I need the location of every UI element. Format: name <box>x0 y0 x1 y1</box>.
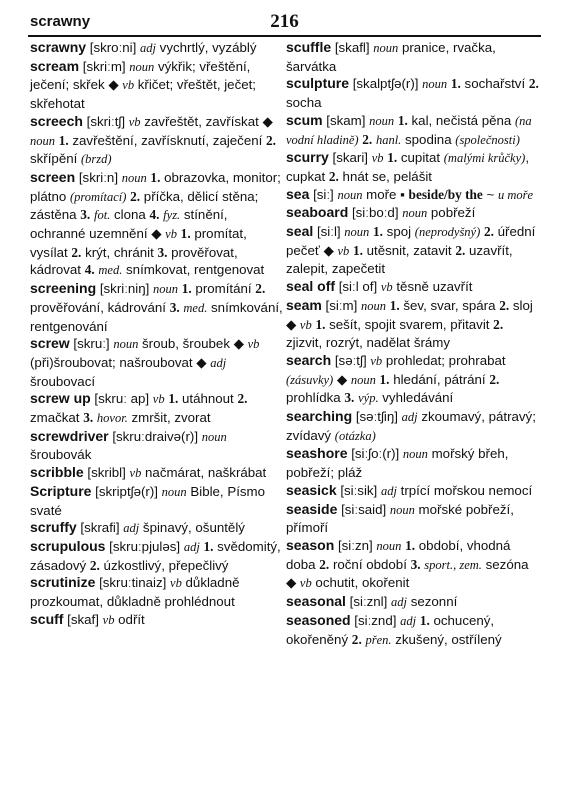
entry-text: [skriːn] <box>78 169 122 185</box>
dictionary-entry <box>286 445 539 481</box>
entry-grammar-label: noun <box>30 133 55 148</box>
entry-grammar-label: noun <box>161 484 187 499</box>
entry-text: roční období <box>329 556 411 572</box>
entry-grammar-label: (promítací) <box>69 189 127 204</box>
entry-grammar-label: noun <box>376 538 402 553</box>
entry-headword: scrutinize <box>30 574 96 591</box>
entry-text: [siː] <box>313 186 338 202</box>
entry-grammar-label: přen. <box>365 632 392 647</box>
entry-sense-number: 2. <box>499 297 510 313</box>
entry-sense-number: 2. <box>455 242 466 258</box>
dictionary-entry <box>286 593 539 612</box>
entry-grammar-label: fot. <box>93 208 111 223</box>
entry-text: [siːzn] <box>337 537 377 553</box>
entry-headword: search <box>286 351 332 368</box>
dictionary-entry <box>286 75 539 111</box>
entry-sense-number: 1. <box>315 316 326 332</box>
entry-text: moře ▪ <box>362 186 409 202</box>
entry-sense-number: 2. <box>493 316 504 332</box>
entry-grammar-label: noun <box>389 502 415 517</box>
entry-text: [skruːtinaiz] <box>99 575 171 591</box>
entry-text: hnát se, pelášit <box>338 168 432 184</box>
entry-sense-number: 3. <box>83 410 94 426</box>
entry-text: , cupkat <box>286 150 530 184</box>
entry-grammar-label: noun <box>350 372 376 387</box>
entry-headword: sculpture <box>286 75 350 92</box>
entry-text: mořský břeh, pobřeží; pláž <box>286 446 509 481</box>
entry-grammar-label: noun <box>422 77 448 92</box>
entry-sense-number: 1. <box>450 76 461 92</box>
entry-text: pobřeží <box>427 205 476 221</box>
entry-sense-number: 1. <box>389 297 400 313</box>
entry-text: [skriːm] <box>82 58 130 74</box>
entry-grammar-label: vb <box>380 280 393 295</box>
entry-text: [səːtʃiŋ] <box>355 409 402 425</box>
entry-text: šroubovací <box>30 373 96 389</box>
entry-grammar-label: noun <box>373 41 399 55</box>
entry-headword: seaboard <box>286 204 349 221</box>
entry-text: Bible, Písmo svaté <box>30 483 266 518</box>
entry-text: zkoumavý, pátravý; zvídavý <box>286 409 536 443</box>
entry-text: špinavý, ošuntělý <box>139 520 245 536</box>
entry-grammar-label: vb <box>102 612 115 627</box>
entry-text: utáhnout <box>178 391 238 407</box>
entry-sense-number: 2. <box>130 188 141 204</box>
entry-text: [skalptʃə(r)] <box>352 76 423 92</box>
entry-sense-number: 2. <box>319 556 330 572</box>
dictionary-entry <box>30 464 283 483</box>
entry-text: prohlídka <box>286 390 345 406</box>
entry-text: ~ <box>482 186 498 202</box>
entry-text: [skrafi] <box>80 520 124 536</box>
running-head: scrawny <box>30 13 91 30</box>
dictionary-entry <box>30 280 283 335</box>
entry-sense-number: 3. <box>410 556 421 572</box>
entry-headword: scuffle <box>286 39 332 55</box>
entry-headword: scribble <box>30 464 84 481</box>
entry-headword: screw <box>30 335 70 352</box>
dictionary-entry <box>30 428 283 464</box>
dictionary-entry <box>30 574 283 610</box>
entry-grammar-label: sport., zem. <box>424 557 482 572</box>
entry-text: odřít <box>114 611 145 627</box>
entry-text: uzavřít, zalepit, zapečetit <box>286 242 513 277</box>
entry-headword: sea <box>286 185 310 202</box>
entry-grammar-label: noun <box>153 282 179 297</box>
entry-sense-number: 1. <box>387 150 398 166</box>
entry-sense-number: 1. <box>419 612 430 628</box>
entry-text: [skruː ap] <box>94 391 153 407</box>
entry-headword: seaside <box>286 500 338 517</box>
entry-text: úzkostlivý, přepečlivý <box>99 557 229 573</box>
entry-text: pranice, rvačka, šarvátka <box>286 40 496 74</box>
entry-text: [siːznd] <box>354 612 401 628</box>
entry-grammar-label: vb <box>152 392 165 407</box>
dictionary-entry <box>286 278 539 297</box>
entry-grammar-label: noun <box>360 298 386 313</box>
entry-text: ochucený, okořeněný <box>286 612 495 647</box>
entry-sense-number: 2. <box>237 391 248 407</box>
right-column <box>286 39 539 649</box>
entry-grammar-label: vb <box>370 353 383 368</box>
entry-grammar-label: (otázka) <box>334 428 376 443</box>
entry-text: úřední pečeť ◆ <box>286 224 536 258</box>
dictionary-entry <box>286 297 539 352</box>
dictionary-entry <box>30 538 283 574</box>
entry-text: [siːboːd] <box>351 205 403 221</box>
entry-text: [skriptʃə(r)] <box>95 483 162 499</box>
entry-sense-number: 2. <box>351 631 362 647</box>
entry-sense-number: 2. <box>255 281 266 297</box>
entry-sense-number: 2. <box>328 168 339 184</box>
entry-grammar-label: adj <box>380 483 397 498</box>
dictionary-entry <box>286 39 539 75</box>
entry-text: sešít, spojit svarem, přitavit <box>325 316 494 332</box>
dictionary-entry <box>286 501 539 537</box>
entry-headword: seasonal <box>286 593 346 610</box>
entry-grammar-label: adj <box>400 613 417 628</box>
dictionary-entry <box>30 390 283 427</box>
dictionary-entry <box>30 611 283 630</box>
entry-sense-number: 2. <box>362 131 373 147</box>
entry-headword: screech <box>30 112 83 129</box>
dictionary-entry <box>286 186 539 205</box>
entry-sense-number: 3. <box>344 390 355 406</box>
entry-text: spoj <box>382 224 415 240</box>
entry-grammar-label: vb <box>165 227 177 242</box>
entry-headword: season <box>286 536 335 553</box>
entry-text: [skriːniŋ] <box>99 281 154 297</box>
entry-grammar-label: (na vodní hladině) <box>286 113 532 147</box>
entry-text: utěsnit, zatavit <box>362 242 456 258</box>
dictionary-entry <box>286 408 539 445</box>
entry-grammar-label: noun <box>344 225 370 240</box>
entry-sense-number: 2. <box>266 132 276 148</box>
entry-grammar-label: noun <box>337 187 363 202</box>
entry-grammar-label: noun <box>113 337 139 352</box>
entry-text: zmačkat <box>30 410 84 426</box>
entry-sense-number: beside/by the <box>408 186 483 202</box>
entry-headword: scurry <box>286 149 329 166</box>
entry-text: [siːl of] <box>338 279 381 295</box>
entry-headword: scream <box>30 57 80 74</box>
entry-headword: seal <box>286 223 314 240</box>
entry-text: zavřeštět, zavřískat ◆ <box>140 113 273 129</box>
entry-text: [skam] <box>326 112 370 128</box>
entry-grammar-label: vb <box>299 317 312 332</box>
entry-text: [siːsaid] <box>341 501 390 517</box>
entry-grammar-label: med. <box>183 300 208 315</box>
entry-sense-number: 1. <box>181 281 192 297</box>
dictionary-entry <box>30 39 283 58</box>
entry-headword: screen <box>30 168 76 185</box>
entry-grammar-label: hovor. <box>96 411 128 426</box>
entry-text: sloj ◆ <box>286 297 533 332</box>
entry-text: [skribl] <box>87 465 130 481</box>
dictionary-entry <box>30 58 283 113</box>
entry-headword: scum <box>286 111 323 128</box>
entry-text: snímkování, rentgenování <box>30 299 283 334</box>
entry-text: [səːtʃ] <box>334 352 371 368</box>
entry-headword: screw up <box>30 390 91 407</box>
entry-grammar-label: vb <box>170 576 182 591</box>
dictionary-entry <box>30 483 283 519</box>
page-number: 216 <box>270 11 299 32</box>
entry-text: mořské pobřeží, přímoří <box>286 501 514 536</box>
entry-headword: scruffy <box>30 519 77 536</box>
entry-text: hledání, pátrání <box>389 371 490 387</box>
entry-grammar-label: hanl. <box>375 132 402 147</box>
entry-sense-number: 1. <box>58 132 69 148</box>
entry-text: socha <box>286 95 322 111</box>
entry-grammar-label: (brzd) <box>81 152 112 167</box>
entry-sense-number: 1. <box>203 538 214 554</box>
entry-text: období, vhodná doba <box>286 537 511 572</box>
entry-grammar-label: vb <box>371 151 384 166</box>
entry-text: vychrtlý, vyzáblý <box>155 40 257 55</box>
entry-text: prověřování, kádrování <box>30 299 170 315</box>
dictionary-entry <box>286 537 539 593</box>
entry-text: skřípění <box>30 151 81 167</box>
entry-text: zjizvit, rozrýt, nadělat šrámy <box>286 335 451 351</box>
entry-sense-number: 3. <box>80 207 91 223</box>
entry-text: sezonní <box>407 594 458 610</box>
entry-sense-number: 2. <box>528 76 539 92</box>
entry-grammar-label: vb <box>247 337 260 352</box>
entry-grammar-label: vb <box>299 576 312 591</box>
entry-headword: seasoned <box>286 611 351 628</box>
entry-headword: scuff <box>30 610 64 627</box>
entry-text: promítat, vysílat <box>30 226 247 260</box>
entry-sense-number: 1. <box>379 371 390 387</box>
entry-text: sezóna ◆ <box>286 556 529 591</box>
entry-grammar-label: fyz. <box>163 208 181 223</box>
entry-text: [siːsik] <box>340 482 381 498</box>
entry-sense-number: 3. <box>157 244 168 260</box>
entry-sense-number: 1. <box>180 226 191 242</box>
dictionary-entry <box>286 352 539 408</box>
entry-text: načmárat, naškrábat <box>141 465 267 481</box>
entry-text: [siːznl] <box>349 594 392 610</box>
dictionary-entry <box>30 335 283 390</box>
dictionary-entry <box>286 149 539 185</box>
entry-text: [skari] <box>332 150 372 166</box>
entry-grammar-label: vb <box>337 243 350 258</box>
entry-grammar-label: adj <box>183 539 200 554</box>
entry-text: křičet; vřeštět, ječet; skřehotat <box>30 77 257 112</box>
entry-text: [siːl] <box>316 224 345 240</box>
entry-grammar-label: výp. <box>358 391 379 406</box>
entry-text: těsně uzavřít <box>392 279 473 295</box>
entry-headword: scrupulous <box>30 537 106 554</box>
entry-sense-number: 3. <box>169 299 180 315</box>
left-column <box>30 39 283 630</box>
entry-grammar-label: adj <box>391 595 408 610</box>
entry-sense-number: 1. <box>168 391 179 407</box>
entry-sense-number: 4. <box>84 262 95 278</box>
entry-sense-number: 1. <box>405 537 416 553</box>
entry-headword: seasick <box>286 481 337 498</box>
entry-grammar-label: adj <box>123 521 140 536</box>
entry-grammar-label: noun <box>369 113 395 128</box>
entry-headword: seam <box>286 296 322 313</box>
entry-grammar-label: noun <box>129 59 155 74</box>
entry-text: obrazovka, monitor; plátno <box>30 169 281 204</box>
entry-text: [skruːpjuləs] <box>109 538 184 554</box>
entry-text: cupitat <box>397 150 444 166</box>
entry-text: důkladně prozkoumat, důkladně prohlédnout <box>30 575 240 610</box>
dictionary-entry <box>30 169 283 280</box>
entry-sense-number: 1. <box>397 112 408 128</box>
entry-grammar-label: noun <box>121 170 147 185</box>
page-header <box>28 11 541 37</box>
entry-grammar-label: adj <box>210 355 227 370</box>
entry-sense-number: 1. <box>352 242 363 258</box>
entry-grammar-label: (společnosti) <box>455 132 520 147</box>
entry-text: prověřovat, kádrovat <box>30 244 238 278</box>
entry-headword: Scripture <box>30 482 92 499</box>
entry-grammar-label: adj <box>140 41 156 55</box>
dictionary-entry <box>30 113 283 169</box>
entry-text: [skroːni] <box>89 40 140 55</box>
entry-text: ochutit, okořenit <box>311 575 410 591</box>
entry-text: šroubovák <box>30 447 92 463</box>
entry-grammar-label: noun <box>402 447 428 462</box>
dictionary-entry <box>286 223 539 278</box>
entry-grammar-label: med. <box>98 263 123 278</box>
entry-grammar-label: vb <box>128 114 141 129</box>
entry-headword: seal off <box>286 278 336 295</box>
entry-grammar-label: noun <box>201 429 227 444</box>
entry-text: (při)šroubovat; našroubovat ◆ <box>30 354 211 370</box>
entry-grammar-label: vb <box>129 466 142 481</box>
entry-text: prohledat; prohrabat <box>382 352 506 368</box>
entry-text: výkřik; vřeštění, ječení; skřek ◆ <box>30 58 251 93</box>
entry-text: [skriːtʃ] <box>86 113 129 129</box>
entry-text: zkušený, ostřílený <box>391 631 502 647</box>
entry-sense-number: 2. <box>89 557 100 573</box>
entry-headword: screening <box>30 280 97 297</box>
entry-sense-number: 2. <box>71 244 82 260</box>
dictionary-entry <box>286 612 539 649</box>
entry-text: clona <box>110 207 150 223</box>
entry-headword: seashore <box>286 445 348 462</box>
entry-sense-number: 4. <box>149 207 160 223</box>
entry-text: promítání <box>191 281 256 297</box>
entry-headword: screwdriver <box>30 427 109 444</box>
entry-grammar-label: (neprodyšný) <box>414 225 481 240</box>
dictionary-entry <box>286 112 539 149</box>
entry-text: [skruːdraivə(r)] <box>112 428 202 444</box>
entry-text: zavřeštění, zavřísknutí, zaječení <box>68 132 267 148</box>
entry-text: sochařství <box>460 76 529 92</box>
entry-sense-number: 2. <box>483 224 494 240</box>
entry-headword: scrawny <box>30 39 87 55</box>
entry-sense-number: 1. <box>373 224 383 240</box>
entry-grammar-label: u moře <box>497 187 534 202</box>
entry-text: zmršit, zvorat <box>127 410 211 426</box>
entry-text: trpící mořskou nemocí <box>396 482 533 498</box>
entry-text: svědomitý, zásadový <box>30 538 281 573</box>
entry-text: kal, nečistá pěna <box>407 112 516 128</box>
entry-text: stínění, ochranné uzemnění ◆ <box>30 207 228 242</box>
entry-sense-number: 1. <box>150 169 161 185</box>
entry-text: [skafl] <box>334 40 374 55</box>
entry-grammar-label: vb <box>122 78 135 93</box>
entry-text: příčka, dělicí stěna; zástěna <box>30 188 259 223</box>
entry-text: šev, svar, spára <box>399 297 500 313</box>
entry-grammar-label: (malými krůčky) <box>443 151 526 166</box>
entry-headword: searching <box>286 408 353 425</box>
entry-text: [skruː] <box>73 336 114 352</box>
entry-text: šroub, šroubek ◆ <box>138 336 248 352</box>
entry-text: vyhledávání <box>378 390 454 406</box>
entry-text: spodina <box>401 131 456 147</box>
dictionary-entry <box>286 204 539 223</box>
entry-text: krýt, chránit <box>81 244 158 260</box>
entry-text: [siːʃoː(r)] <box>351 446 403 462</box>
dictionary-entry <box>30 519 283 538</box>
dictionary-entry <box>286 482 539 501</box>
entry-text: snímkovat, rentgenovat <box>122 262 265 278</box>
entry-grammar-label: noun <box>402 206 428 221</box>
entry-text: [skaf] <box>67 611 103 627</box>
entry-text: ◆ <box>333 371 351 387</box>
entry-sense-number: 2. <box>489 371 500 387</box>
entry-grammar-label: (zásuvky) <box>286 372 334 387</box>
entry-text: [siːm] <box>325 297 361 313</box>
entry-grammar-label: adj <box>401 410 418 425</box>
